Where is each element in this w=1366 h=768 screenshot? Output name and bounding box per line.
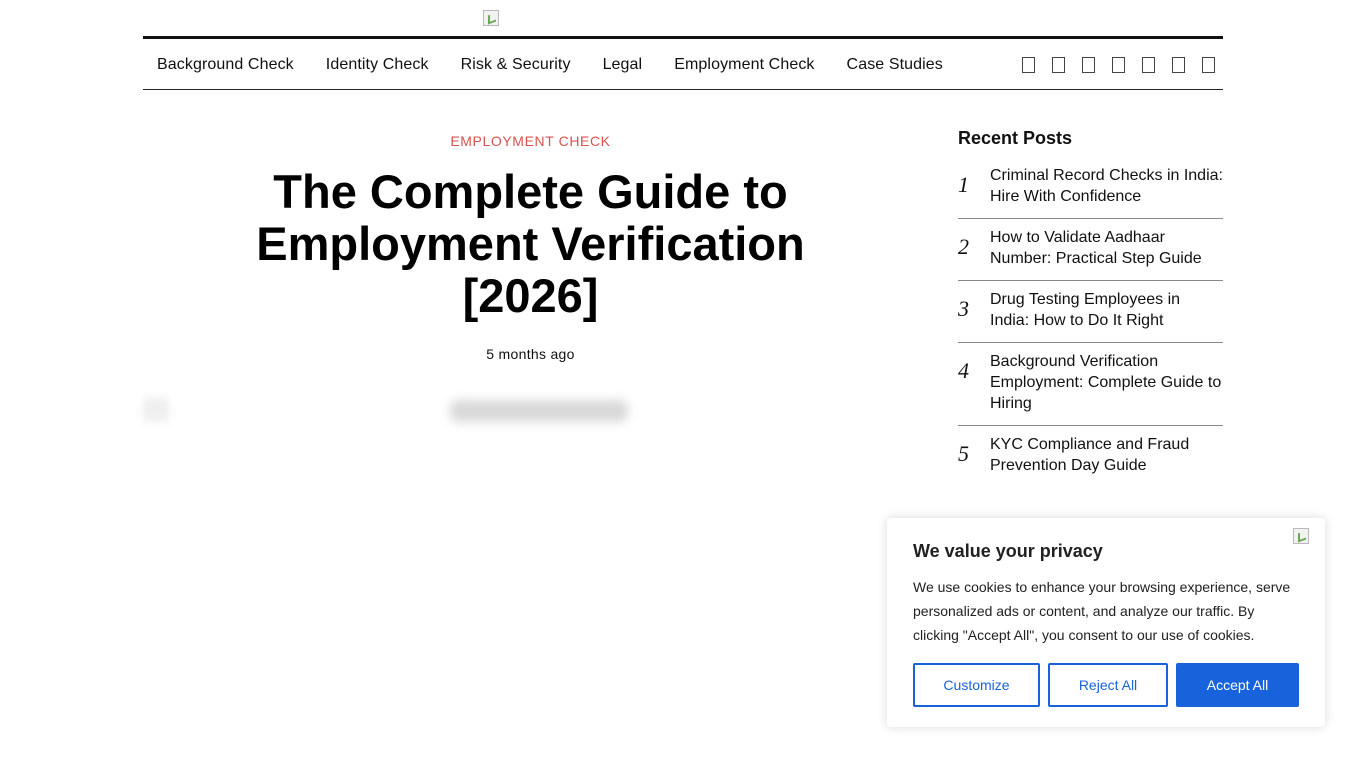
search-icon[interactable] [1202, 57, 1215, 73]
social-icon-3[interactable] [1082, 57, 1095, 73]
recent-post-item[interactable] [958, 165, 1223, 219]
article-category[interactable]: EMPLOYMENT CHECK [450, 133, 611, 149]
broken-image-icon [1293, 528, 1309, 544]
cookie-actions [913, 663, 1299, 707]
post-title[interactable]: Background Verification Employment: Complete Guide to Hiring [990, 353, 1222, 412]
post-number: 2 [958, 234, 969, 259]
nav-item-legal[interactable]: Legal [602, 55, 643, 73]
nav-item-background-check[interactable]: Background Check [157, 55, 294, 73]
close-icon[interactable] [1293, 528, 1309, 544]
post-number: 3 [958, 296, 969, 321]
social-links [1005, 39, 1215, 90]
social-icon-2[interactable] [1052, 57, 1065, 73]
social-icon-5[interactable] [1142, 57, 1155, 73]
recent-posts-widget [958, 128, 1223, 487]
article-title: The Complete Guide to Employment Verification [2026] [256, 165, 805, 322]
nav-item-identity-check[interactable]: Identity Check [325, 55, 429, 73]
post-title[interactable]: Criminal Record Checks in India: Hire With Confidence [990, 167, 1223, 205]
social-icon-1[interactable] [1022, 57, 1035, 73]
customize-button[interactable]: Customize [913, 663, 1040, 707]
post-number: 5 [958, 441, 969, 466]
nav-item-case-studies[interactable]: Case Studies [846, 55, 943, 73]
nav-item-employment-check[interactable]: Employment Check [674, 55, 815, 73]
post-title[interactable]: Drug Testing Employees in India: How to Do It Right [990, 291, 1181, 329]
recent-post-item[interactable] [958, 281, 1223, 343]
cookie-consent-banner [887, 518, 1325, 727]
recent-posts-list [958, 165, 1223, 487]
blurred-content [450, 400, 628, 422]
main-nav [143, 36, 1223, 90]
recent-posts-title: Recent Posts [958, 128, 1073, 148]
recent-post-item[interactable] [958, 426, 1223, 487]
recent-post-item[interactable] [958, 219, 1223, 281]
post-number: 1 [958, 172, 969, 197]
post-title[interactable]: KYC Compliance and Fraud Prevention Day Guide [990, 436, 1190, 474]
blurred-content [143, 398, 169, 422]
recent-post-item[interactable] [958, 343, 1223, 426]
post-number: 4 [958, 358, 969, 383]
broken-image-icon [483, 10, 499, 26]
article-date: 5 months ago [486, 346, 575, 362]
nav-menu [157, 39, 975, 90]
cookie-description: We use cookies to enhance your browsing experience, serve personalized ads or content, and analyze our traffic. By clicking "Accept All", you consent to our use of cookies. [913, 579, 1291, 643]
reject-all-button[interactable]: Reject All [1048, 663, 1168, 707]
social-icon-4[interactable] [1112, 57, 1125, 73]
post-title[interactable]: How to Validate Aadhaar Number: Practical Step Guide [990, 229, 1202, 267]
cookie-title: We value your privacy [913, 541, 1103, 561]
article-header [143, 120, 918, 362]
site-logo[interactable] [483, 10, 499, 26]
accept-all-button[interactable]: Accept All [1176, 663, 1299, 707]
nav-item-risk-security[interactable]: Risk & Security [460, 55, 571, 73]
social-icon-6[interactable] [1172, 57, 1185, 73]
